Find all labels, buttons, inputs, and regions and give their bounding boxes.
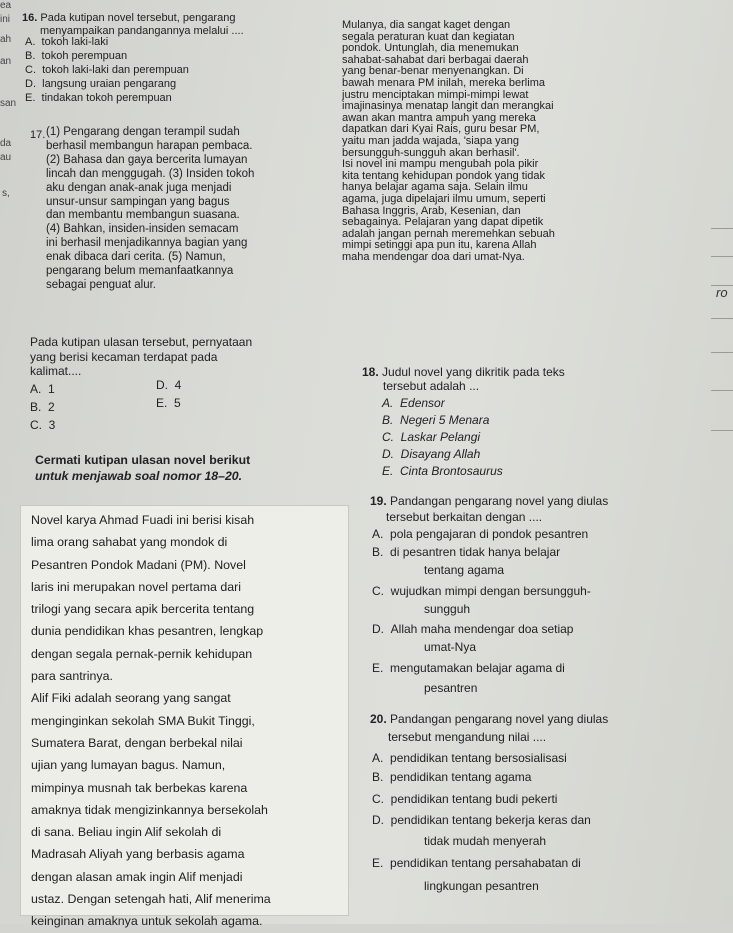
question-17-number: 17. <box>30 129 46 141</box>
q18-option-c: C. Laskar Pelangi <box>382 430 481 444</box>
q19-option-b-cont: tentang agama <box>424 563 505 577</box>
q18-option-b: B. Negeri 5 Menara <box>382 413 490 427</box>
q16-option-c: C. tokoh laki-laki dan perempuan <box>25 64 189 76</box>
question-17-excerpt: (1) Pengarang dengan terampil sudah berhasil membangun harapan pembaca. (2) Bahasa dan gaya bercerita lumayan lincah dan menggugah. (3) Insiden tokoh aku dengan anak-anak juga menjadi unsur-unsur sampingan yang bagus dan membantu membangun suasana. (4) Bahkan, insiden-insiden semacam ini berhasil menjadikannya bagian yang enak dibaca dari cerita. (5) Namun, pengarang belum memanfaatkannya sebagai penguat alur. <box>46 126 255 291</box>
question-19-stem-line: tersebut berkaitan dengan .... <box>386 510 543 524</box>
question-20-stem-line: tersebut mengandung nilai .... <box>388 730 547 744</box>
q16-option-d: D. langsung uraian pengarang <box>25 78 177 90</box>
right-margin-handwriting: ro <box>716 285 728 300</box>
q19-option-b: B. di pesantren tidak hanya belajar <box>372 545 561 559</box>
q19-option-a: A. pola pengajaran di pondok pesantren <box>372 527 589 541</box>
margin-fragment: ah <box>0 34 12 45</box>
q19-option-d: D. Allah maha mendengar doa setiap <box>372 622 574 636</box>
q19-option-e-cont: pesantren <box>424 681 478 695</box>
q17-option-b: B. 2 <box>30 400 55 414</box>
question-20-stem: 20. Pandangan pengarang novel yang diulas <box>370 712 609 726</box>
q16-option-b: B. tokoh perempuan <box>25 50 128 62</box>
question-16-stem: 16. Pada kutipan novel tersebut, pengarang <box>22 12 236 24</box>
margin-fragment: da <box>0 138 12 149</box>
q19-option-d-cont: umat-Nya <box>424 640 477 654</box>
q17-option-d: D. 4 <box>156 378 182 392</box>
question-17-stem: Pada kutipan ulasan tersebut, pernyataan yang berisi kecaman terdapat pada kalimat.... <box>30 335 253 378</box>
margin-fragment: an <box>0 56 12 67</box>
margin-fragment: ea <box>0 0 12 11</box>
excerpt-line: keinginan amaknya untuk sekolah agama. <box>31 914 263 929</box>
q20-option-b: B. pendidikan tentang agama <box>372 770 532 784</box>
question-16-stem-line: menyampaikan pandangannya melalui .... <box>40 25 244 37</box>
question-18-stem-line: tersebut adalah ... <box>383 379 480 393</box>
q18-option-e: E. Cinta Brontosaurus <box>382 464 503 478</box>
q20-option-d: D. pendidikan tentang bekerja keras dan <box>372 813 591 827</box>
q20-option-e-cont: lingkungan pesantren <box>424 879 539 893</box>
q16-option-a: A. tokoh laki-laki <box>25 36 109 48</box>
question-19-stem: 19. Pandangan pengarang novel yang diulas <box>370 494 609 508</box>
q20-option-a: A. pendidikan tentang bersosialisasi <box>372 751 567 765</box>
q19-option-e: E. mengutamakan belajar agama di <box>372 661 565 675</box>
q20-option-d-cont: tidak mudah menyerah <box>424 834 547 848</box>
q20-option-e: E. pendidikan tentang persahabatan di <box>372 856 581 870</box>
right-margin-lines <box>706 0 733 924</box>
margin-fragment: ini <box>0 14 11 25</box>
q19-option-c-cont: sungguh <box>424 602 471 616</box>
q17-option-a: A. 1 <box>30 382 55 396</box>
excerpt-right-upper: Mulanya, dia sangat kaget dengan segala peraturan kuat dan kegiatan pondok. Untunglah, dia menemukan sahabat-sahabat dari berbagai daerah yang benar-benar menyenangkan. Di bawah menara PM inilah, mereka berlima justru menciptakan mimpi-mimpi lewat imajinasinya menatap langit dan merangkai awan akan mantra ampuh yang mereka dapatkan dari Kyai Rais, guru besar PM, yaitu man jadda wajada, 'siapa yang bersungguh-sungguh akan berhasil'. Isi novel ini mampu mengubah pola pikir kita tentang kehidupan pondok yang tidak hanya belajar agama saja. Selain ilmu agama, juga dipelajari ilmu umum, seperti Bahasa Inggris, Arab, Kesenian, dan sebagainya. Pelajaran yang dapat dipetik adalah jangan pernah meremehkan sebuah mimpi setinggi apa pun itu, karena Allah maha mendengar doa dari umat-Nya. <box>342 19 555 263</box>
margin-fragment: au <box>0 152 12 163</box>
q19-option-c: C. wujudkan mimpi dengan bersungguh- <box>372 584 591 598</box>
q18-option-a: A. Edensor <box>382 396 445 410</box>
instruction-heading: Cermati kutipan ulasan novel berikut untuk menjawab soal nomor 18–20. <box>35 453 251 483</box>
q17-option-c: C. 3 <box>30 418 56 432</box>
q18-option-d: D. Disayang Allah <box>382 447 481 461</box>
margin-fragment: s, <box>2 188 10 199</box>
question-18-stem: 18. Judul novel yang dikritik pada teks <box>362 365 565 379</box>
q16-option-e: E. tindakan tokoh perempuan <box>25 92 172 104</box>
q20-option-c: C. pendidikan tentang budi pekerti <box>372 792 558 806</box>
novel-excerpt-box: Novel karya Ahmad Fuadi ini berisi kisah lima orang sahabat yang mondok di Pesantren Pondok Madani (PM). Novel laris ini merupakan novel pertama dari trilogi yang secara apik bercerita tentang dunia pendidikan khas pesantren, lengkap dengan segala pernak-pernik kehidupan para santrinya. Alif Fiki adalah seorang yang sangat menginginkan sekolah SMA Bukit Tinggi, Sumatera Barat, dengan berbekal nilai ujian yang lumayan bagus. Namun, mimpinya musnah tak berbekas karena amaknya tidak mengizinkannya bersekolah di sana. Beliau ingin Alif sekolah di Madrasah Aliyah yang berbasis agama dengan alasan amak ingin Alif menjadi ustaz. Dengan setengah hati, Alif menerima keinginan amaknya untuk sekolah agama. <box>20 505 349 916</box>
q17-option-e: E. 5 <box>156 396 181 410</box>
margin-fragment: san <box>0 98 17 109</box>
